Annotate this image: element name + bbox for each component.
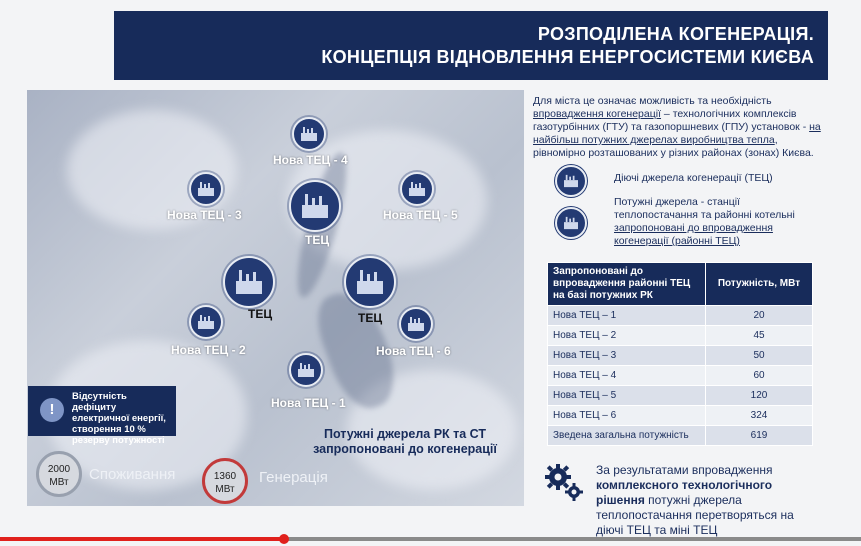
title-banner: [114, 11, 828, 80]
intro-text-4: на найбільш потужних джерелах виробництва тепла: [533, 121, 821, 146]
generation-unit: МВт: [215, 484, 235, 495]
row-value: 120: [706, 386, 813, 406]
row-value: 50: [706, 346, 813, 366]
result-text-a: За результатами впровадження: [596, 463, 773, 477]
proposed-tec-table: [547, 262, 813, 446]
node-label-tec-right: ТЕЦ: [358, 311, 383, 325]
intro-paragraph: [533, 95, 823, 160]
generation-circle: [202, 458, 248, 504]
row-name: Нова ТЕЦ – 5: [548, 386, 706, 406]
row-name: Нова ТЕЦ – 2: [548, 326, 706, 346]
tec-large-icon: [223, 256, 275, 308]
existing-tec-legend-icon: [555, 165, 587, 197]
title-line-2: КОНЦЕПЦІЯ ВІДНОВЛЕННЯ ЕНЕРГОСИСТЕМИ КИЄВА: [321, 47, 814, 67]
table-header-name: Запропоновані до впровадження районні ТЕЦ на базі потужних РК: [548, 263, 706, 306]
node-label-new-tec-4: Нова ТЕЦ - 4: [273, 153, 348, 167]
tec-icon: [400, 172, 434, 206]
consumption-label: Споживання: [89, 466, 176, 483]
row-value: 619: [706, 426, 813, 446]
tec-icon: [189, 305, 223, 339]
result-text-c: потужні джерела теплопостачання перетворяться на діючі ТЕЦ та міні ТЕЦ: [596, 493, 794, 537]
video-scrubber-handle[interactable]: [279, 534, 289, 544]
generation-value: 1360: [213, 471, 237, 482]
proposed-tec-legend-text: [614, 196, 814, 248]
table-header-power: Потужність, МВт: [706, 263, 813, 306]
node-label-new-tec-3: Нова ТЕЦ - 3: [167, 208, 242, 222]
intro-text-1: Для міста це означає можливість та необхідність: [533, 95, 772, 107]
proposed-tec-legend-icon: [555, 207, 587, 239]
table-row: [548, 406, 813, 426]
deficit-notice: [28, 386, 176, 446]
video-progress-bar[interactable]: [0, 537, 861, 541]
consumption-circle: [36, 451, 82, 497]
table-row: [548, 306, 813, 326]
row-value: 20: [706, 306, 813, 326]
generation-label: Генерація: [259, 469, 328, 486]
table-row: [548, 346, 813, 366]
intro-text-2: впровадження когенерації: [533, 108, 662, 120]
intro-text-3: – технологічних комплексів газотурбінних (ГТУ) та газопоршневих (ГПУ) установок -: [533, 108, 810, 133]
node-label-new-tec-1: Нова ТЕЦ - 1: [271, 396, 346, 410]
intro-text-5: , рівномірно розташованих у різних районах (зонах) Києва.: [533, 134, 814, 159]
result-text-b: комплексного технологічного рішення: [596, 478, 773, 507]
row-value: 45: [706, 326, 813, 346]
node-label-tec-left: ТЕЦ: [248, 307, 273, 321]
row-name: Зведена загальна потужність: [548, 426, 706, 446]
node-label-tec-center: ТЕЦ: [305, 233, 330, 247]
exclamation-icon: !: [40, 398, 64, 422]
node-label-new-tec-6: Нова ТЕЦ - 6: [376, 344, 451, 358]
row-name: Нова ТЕЦ – 1: [548, 306, 706, 326]
table-row: [548, 386, 813, 406]
video-progress-fill: [0, 537, 284, 541]
result-text: [596, 463, 806, 538]
tec-icon: [289, 353, 323, 387]
row-value: 60: [706, 366, 813, 386]
potent-sources-caption: Потужні джерела РК та СТ запропоновані до когенерації: [313, 427, 497, 456]
proposed-text-a: Потужні джерела - станції теплопостачання та районні котельні: [614, 196, 795, 221]
table-row-total: [548, 426, 813, 446]
table-row: [548, 366, 813, 386]
table-row: [548, 326, 813, 346]
row-value: 324: [706, 406, 813, 426]
tec-icon: [189, 172, 223, 206]
gears-icon: [543, 461, 585, 503]
tec-large-icon: [289, 180, 341, 232]
node-label-new-tec-2: Нова ТЕЦ - 2: [171, 343, 246, 357]
row-name: Нова ТЕЦ – 6: [548, 406, 706, 426]
tec-icon: [399, 307, 433, 341]
node-label-new-tec-5: Нова ТЕЦ - 5: [383, 208, 458, 222]
consumption-value: 2000: [47, 464, 71, 475]
proposed-text-b: запропоновані до впровадження когенерації (районні ТЕЦ): [614, 222, 773, 247]
tec-large-icon: [344, 256, 396, 308]
tec-icon: [292, 117, 326, 151]
deficit-text: Відсутність дефіциту електричної енергії, створення 10 % резерву потужності: [72, 391, 166, 446]
table-header-row: [548, 263, 813, 306]
existing-tec-legend-text: Діючі джерела когенерації (ТЕЦ): [614, 172, 773, 184]
row-name: Нова ТЕЦ – 4: [548, 366, 706, 386]
consumption-unit: МВт: [49, 477, 69, 488]
title-line-1: РОЗПОДІЛЕНА КОГЕНЕРАЦІЯ.: [537, 24, 814, 44]
row-name: Нова ТЕЦ – 3: [548, 346, 706, 366]
